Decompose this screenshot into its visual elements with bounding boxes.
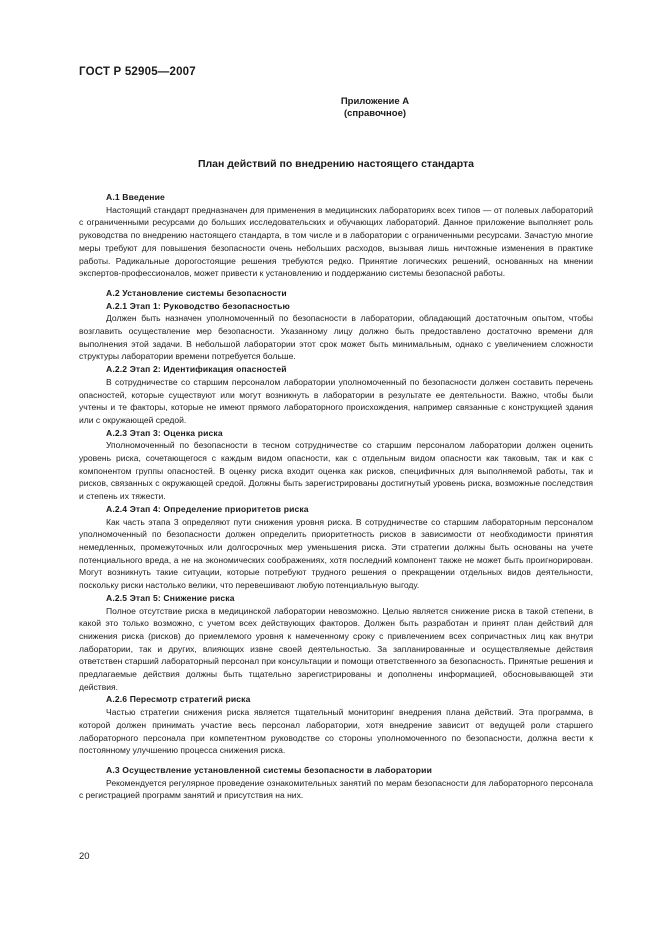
section-text-a22: В сотрудничестве со старшим персоналом лаборатории уполномоченный по безопасности должен составить перечень опасностей, которые существуют или могут возникнуть в лаборатории в результате ее деятельности. Важно, чтобы были учтены и те факторы, которые не имеют прямого лабораторного происхождения, например связанные с конструкцией здания или с окружающей средой. [79, 376, 593, 425]
section-text-a1: Настоящий стандарт предназначен для применения в медицинских лабораториях всех типов — от полевых лабораторий с ограниченными ресурсами до больших исследовательских и обучающих лабораторий. Данное приложение выполняет роль руководства по внедрению настоящего стандарта, в том числе и в лаборатории с ограниченными ресурсами. Зачастую многие меры требуют для повышения безопасности очень небольших расходов, вызывая лишь ничтожные изменения в практике работы. Радикальные дорогостоящие решения требуются редко. Принятие логических решений, основанных на мнении экспертов-профессионалов, может привести к установлению и поддержанию системы безопасной работы. [79, 204, 593, 279]
section-heading-a21: А.2.1 Этап 1: Руководство безопасностью [106, 300, 290, 311]
document-body [79, 191, 593, 802]
section-text-a3: Рекомендуется регулярное проведение ознакомительных занятий по мерам безопасности для лабораторного персонала с регистрацией программ занятий и присутствия на них. [79, 777, 593, 801]
page-number: 20 [79, 851, 90, 862]
section-heading-a24: А.2.4 Этап 4: Определение приоритетов риска [106, 503, 309, 514]
section-heading-a23: А.2.3 Этап 3: Оценка риска [106, 427, 223, 438]
section-text-a25: Полное отсутствие риска в медицинской лаборатории невозможно. Целью является снижение риска в такой степени, в какой это только возможно, с учетом всех действующих факторов. Должен быть разработан и принят план действий для снижения риска (рисков) до приемлемого уровня к намеченному сроку с привлечением всех сопричастных лиц как внутри лаборатории, так и других, влияющих извне своей деятельностью. За запланированные и осуществляемые действия ответствен старший лабораторный персонал при консультации и помощи ответственного за безопасность. Принятые решения и предлагаемые действия должны быть тщательно зарегистрированы и дополнены информацией, обосновывающей эти действия. [79, 605, 593, 692]
section-heading-a26: А.2.6 Пересмотр стратегий риска [106, 694, 251, 705]
section-heading-a3: А.3 Осуществление установленной системы безопасности в лаборатории [106, 764, 432, 775]
standard-header: ГОСТ Р 52905—2007 [79, 66, 196, 78]
section-text-a21: Должен быть назначен уполномоченный по безопасности в лаборатории, обладающий достаточным опытом, чтобы возглавить осуществление мер безопасности. Указанному лицу должно быть предоставлено достаточно времени для выполнения этой задачи. В небольшой лаборатории этот срок может быть минимальным, однако с увеличением сложности структуры лаборатории времени потребуется больше. [79, 313, 593, 362]
section-heading-a1: А.1 Введение [106, 192, 165, 202]
annex-title: Приложение А [340, 96, 410, 107]
section-heading-a2: А.2 Установление системы безопасности [106, 287, 287, 298]
section-text-a24: Как часть этапа 3 определяют пути снижения уровня риска. В сотрудничестве со старшим лабораторным персоналом уполномоченный по безопасности должен определить приоритетность рисков в зависимости от необходимости принятия немедленных, промежуточных или долгосрочных мер уменьшения риска. Эти стратегии должны быть основаны на учете потенциального вреда, а не на экономических соображениях, хотя последний компонент также не может быть проигнорирован. Могут возникнуть такие ситуации, которые потребуют трудного решения о прекращении отдельных видов деятельности, поскольку риски настолько велики, что перевешивают любую потенциальную выгоду. [79, 516, 593, 591]
section-text-a26: Частью стратегии снижения риска является тщательный мониторинг внедрения плана действий. Эта программа, в которой должен принимать участие весь персонал лаборатории, хотя внедрение зависит от ведущей роли старшего лабораторного персонала при компетентном руководстве со стороны уполномоченного по безопасности, должна вести к постоянному улучшению процесса снижения риска. [79, 707, 593, 756]
document-title: План действий по внедрению настоящего стандарта [197, 158, 475, 170]
section-text-a23: Уполномоченный по безопасности в тесном сотрудничестве со старшим персоналом лаборатории должен оценить уровень риска, сочетающегося с каждым видом опасности, как с отдельным видом опасности как таковым, так и как с компонентом группы опасностей. В оценку риска входит оценка как рисков, специфичных для выполняемой работы, так и рисков, связанных с окружающей средой. Должны быть зарегистрированы достигнутый уровень риска, возможные последствия и степень их тяжести. [79, 440, 593, 502]
annex-subtitle: (справочное) [343, 108, 407, 119]
section-heading-a22: А.2.2 Этап 2: Идентификация опасностей [106, 364, 287, 375]
section-heading-a25: А.2.5 Этап 5: Снижение риска [106, 592, 235, 603]
